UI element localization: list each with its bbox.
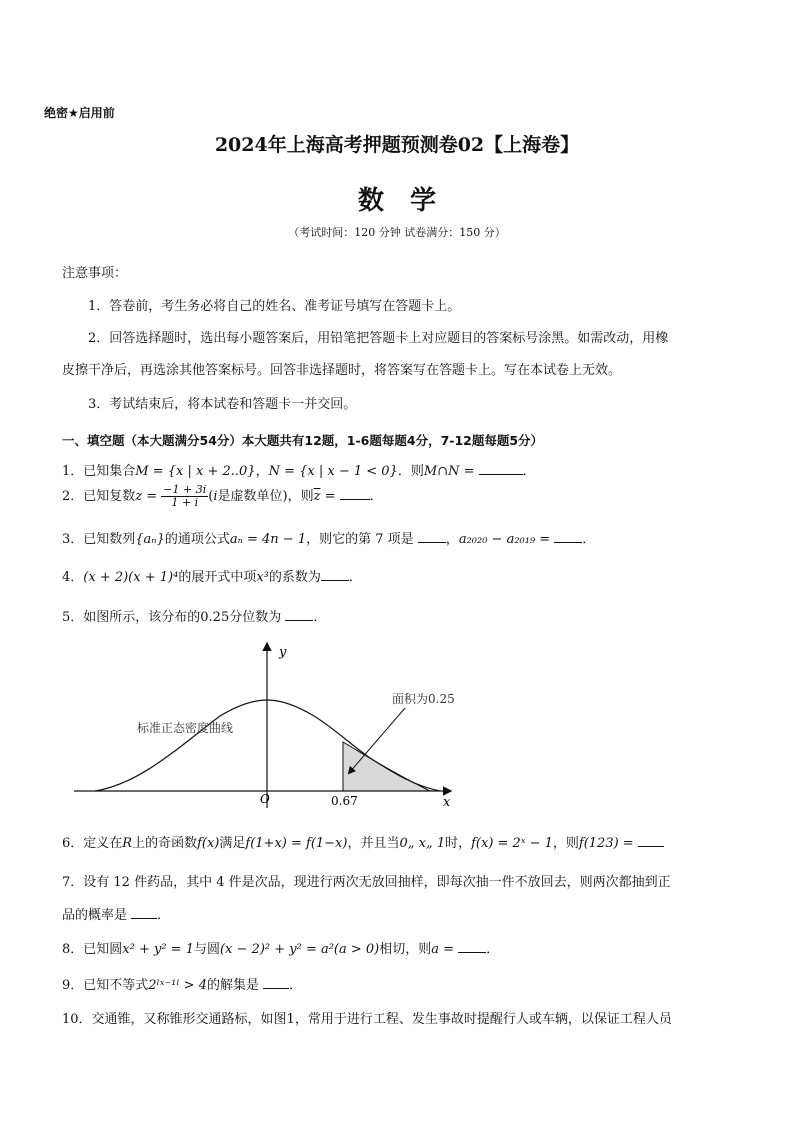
q8-circle-1: x² + y² = 1	[122, 942, 194, 957]
question-7: 7．设有 12 件药品，其中 4 件是次品，现进行两次无放回抽样，即每次抽一件不放回去，则两次都抽到正	[62, 875, 671, 890]
q6-symmetry: f(1+x) = f(1−x)	[245, 836, 348, 851]
q3-sequence: {aₙ}	[135, 532, 165, 547]
question-3	[62, 528, 732, 547]
q2-text-c: 是虚数单位)，则	[217, 489, 314, 504]
q1-text-b: ，	[255, 464, 269, 479]
question-7-cont	[62, 904, 732, 923]
q2-end: ．	[369, 489, 383, 504]
answer-blank[interactable]	[418, 541, 446, 543]
q3-text-d: ，	[445, 532, 459, 547]
note-item-2-cont: 皮擦干净后，再选涂其他答案标号。回答非选择题时，将答案写在答题卡上。写在本试卷上无效。	[62, 363, 622, 378]
answer-blank[interactable]	[638, 845, 664, 847]
q6-text-e: 时，	[445, 836, 472, 851]
q7-end: ．	[157, 908, 171, 923]
q9-text-b: 的解集是	[206, 978, 259, 993]
answer-blank[interactable]	[340, 498, 370, 500]
q3-difference: a₂₀₂₀ − a₂₀₁₉ =	[458, 532, 551, 547]
notes-heading: 注意事项：	[62, 266, 128, 281]
q2-denominator: 1 + i	[171, 496, 199, 509]
curve-label: 标准正态密度曲线	[137, 721, 234, 735]
note-item-1: 1．答卷前，考生务必将自己的姓名、准考证号填写在答题卡上。	[88, 299, 461, 314]
area-label: 面积为0.25	[392, 692, 455, 706]
q2-i: i	[213, 489, 218, 504]
question-9	[62, 974, 732, 993]
secret-label: 绝密★启用前	[44, 106, 115, 120]
origin-label: O	[260, 792, 270, 806]
q9-inequality: 2ˡˣ⁻¹ˡ > 4	[148, 978, 207, 993]
exam-info: （考试时间：120 分钟 试卷满分：150 分）	[288, 226, 506, 239]
q3-text-b: 的通项公式	[164, 532, 230, 547]
question-2	[62, 484, 732, 509]
q6-text-d: ，并且当	[347, 836, 400, 851]
q6-text-b: 上的奇函数	[132, 836, 198, 851]
x-axis-label: x	[443, 795, 451, 810]
q1-end: ．	[522, 464, 536, 479]
q2-numerator: −1 + 3i	[163, 483, 207, 496]
q6-text-a: 6．定义在	[62, 836, 123, 851]
y-axis-label: y	[279, 645, 287, 660]
question-1	[62, 460, 732, 479]
q1-text-c: ．则	[397, 464, 424, 479]
q3-text-a: 3．已知数列	[62, 532, 136, 547]
question-5	[62, 606, 732, 625]
subject-title: 数学	[357, 186, 462, 216]
q2-text-a: 2．已知复数	[62, 489, 136, 504]
q8-text-c: 相切，则	[379, 942, 432, 957]
q4-term: x³	[256, 570, 269, 585]
q4-text-a: 4．	[62, 570, 84, 585]
answer-blank[interactable]	[458, 951, 486, 953]
q5-end: ．	[313, 610, 327, 625]
q5-text: 5．如图所示，该分布的0.25分位数为	[62, 610, 282, 625]
q8-text-b: 与圆	[193, 942, 220, 957]
q2-fraction	[161, 484, 208, 509]
q6-ask: f(123) =	[578, 836, 634, 851]
note-item-2: 2．回答选择题时，选出每小题答案后，用铅笔把答题卡上对应题目的答案标号涂黑。如需改动，用橡	[88, 331, 669, 346]
q6-domain: R	[122, 836, 133, 851]
q6-text-f: ，则	[552, 836, 579, 851]
normal-distribution-figure	[70, 636, 470, 816]
q3-end: ．	[582, 532, 596, 547]
q8-end: ．	[486, 942, 500, 957]
answer-blank[interactable]	[479, 473, 523, 475]
question-6	[62, 832, 732, 851]
note-item-3: 3．考试结束后，将本试卷和答题卡一并交回。	[88, 397, 357, 412]
q6-condition: 0„ x„ 1	[399, 836, 446, 851]
q9-text-a: 9．已知不等式	[62, 978, 149, 993]
q2-zbar: $\overline{z}$	[313, 489, 321, 504]
q6-text-c: 满足	[219, 836, 246, 851]
q4-expression: (x + 2)(x + 1)⁴	[83, 570, 179, 585]
answer-blank[interactable]	[131, 917, 157, 919]
tick-label-quantile: 0.67	[331, 794, 358, 808]
answer-blank[interactable]	[285, 619, 313, 621]
q3-formula: aₙ = 4n − 1	[229, 532, 307, 547]
q7-text: 品的概率是	[62, 908, 128, 923]
answer-blank[interactable]	[263, 987, 289, 989]
q8-ask: a =	[431, 942, 455, 957]
page-title: 2024年上海高考押题预测卷02【上海卷】	[214, 134, 580, 156]
question-4	[62, 566, 732, 585]
question-8	[62, 938, 732, 957]
q2-eq: =	[320, 489, 336, 504]
q6-fx: f(x)	[197, 836, 220, 851]
q1-intersection: M∩N =	[423, 464, 475, 479]
q2-z: z =	[135, 489, 158, 504]
q4-text-b: 的展开式中项	[178, 570, 257, 585]
q3-text-c: ，则它的第 7 项是	[306, 532, 414, 547]
section-heading: 一、填空题（本大题满分54分）本大题共有12题，1-6题每题4分，7-12题每题5分）	[62, 433, 544, 448]
q2-paren: (	[208, 489, 214, 504]
q1-set-m: M = {x | x + 2..0}	[135, 464, 256, 479]
q8-text-a: 8．已知圆	[62, 942, 123, 957]
q9-end: ．	[289, 978, 303, 993]
answer-blank[interactable]	[321, 579, 349, 581]
q8-circle-2: (x − 2)² + y² = a²(a > 0)	[219, 942, 380, 957]
q4-text-c: 的系数为	[268, 570, 321, 585]
q6-definition: f(x) = 2ˣ − 1	[471, 836, 553, 851]
answer-blank[interactable]	[554, 541, 582, 543]
question-10: 10．交通锥，又称锥形交通路标，如图1，常用于进行工程、发生事故时提醒行人或车辆，以保证工程人员	[62, 1012, 672, 1027]
q1-set-n: N = {x | x − 1 < 0}	[268, 464, 398, 479]
q4-end: ．	[348, 570, 362, 585]
q1-text-a: 1．已知集合	[62, 464, 136, 479]
